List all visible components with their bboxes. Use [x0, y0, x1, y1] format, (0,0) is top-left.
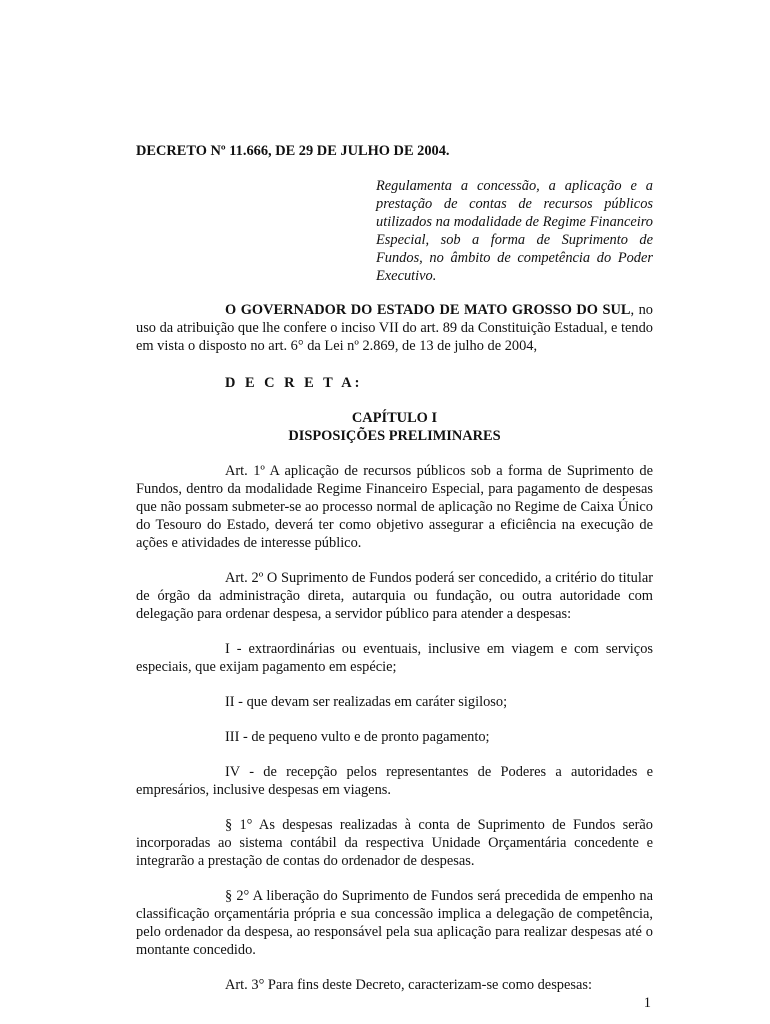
preamble [136, 301, 653, 355]
decreta-heading: D E C R E T A: [225, 375, 363, 391]
page-number: 1 [643, 995, 651, 1011]
paragraph-2: § 2° A liberação do Suprimento de Fundos será precedida de empenho na classificação orçamentária própria e sua concessão implica a delegação de competência, pelo ordenador da despesa, ao responsável pela sua aplicação para realizar despesas até o montante concedido. [136, 888, 653, 958]
preamble-text: , no uso da atribuição que lhe confere o inciso VII do art. 89 da Constituição Estadual, e tendo em vista o disposto no art. 6° da Lei nº 2.869, de 13 de julho de 2004, [136, 302, 653, 354]
decree-title: DECRETO Nº 11.666, DE 29 DE JULHO DE 2004. [136, 143, 450, 159]
chapter-title: DISPOSIÇÕES PRELIMINARES [288, 428, 501, 444]
inciso-2: II - que devam ser realizadas em caráter sigiloso; [225, 694, 508, 710]
inciso-1: I - extraordinárias ou eventuais, inclusive em viagem e com serviços especiais, que exijam pagamento em espécie; [136, 641, 653, 675]
paragraph-1: § 1° As despesas realizadas à conta de Suprimento de Fundos serão incorporadas ao sistema contábil da respectiva Unidade Orçamentária concedente e integrarão a prestação de contas do ordenador de despesas. [136, 817, 653, 869]
document-body [136, 142, 653, 994]
decree-summary: Regulamenta a concessão, a aplicação e a prestação de contas de recursos públicos utilizados na modalidade de Regime Financeiro Especial, sob a forma de Suprimento de Fundos, no âmbito de competência do Poder Executivo. [376, 178, 653, 284]
chapter-number: CAPÍTULO I [351, 410, 438, 426]
inciso-3: III - de pequeno vulto e de pronto pagamento; [225, 729, 490, 745]
chapter-heading [136, 409, 653, 445]
article-2: Art. 2º O Suprimento de Fundos poderá ser concedido, a critério do titular de órgão da administração direta, autarquia ou fundação, ou outra autoridade com delegação para ordenar despesa, a servidor público para atender a despesas: [136, 570, 653, 622]
article-1: Art. 1º A aplicação de recursos públicos sob a forma de Suprimento de Fundos, dentro da modalidade Regime Financeiro Especial, para pagamento de despesas que não possam submeter-se ao processo normal de aplicação no Regime de Caixa Único do Tesouro do Estado, deverá ter como objetivo assegurar a eficiência na execução de ações e atividades de interesse público. [136, 463, 653, 551]
article-3: Art. 3° Para fins deste Decreto, caracterizam-se como despesas: [225, 977, 592, 993]
inciso-4: IV - de recepção pelos representantes de Poderes a autoridades e empresários, inclusive despesas em viagens. [136, 764, 653, 798]
preamble-authority: O GOVERNADOR DO ESTADO DE MATO GROSSO DO SUL [225, 302, 631, 318]
